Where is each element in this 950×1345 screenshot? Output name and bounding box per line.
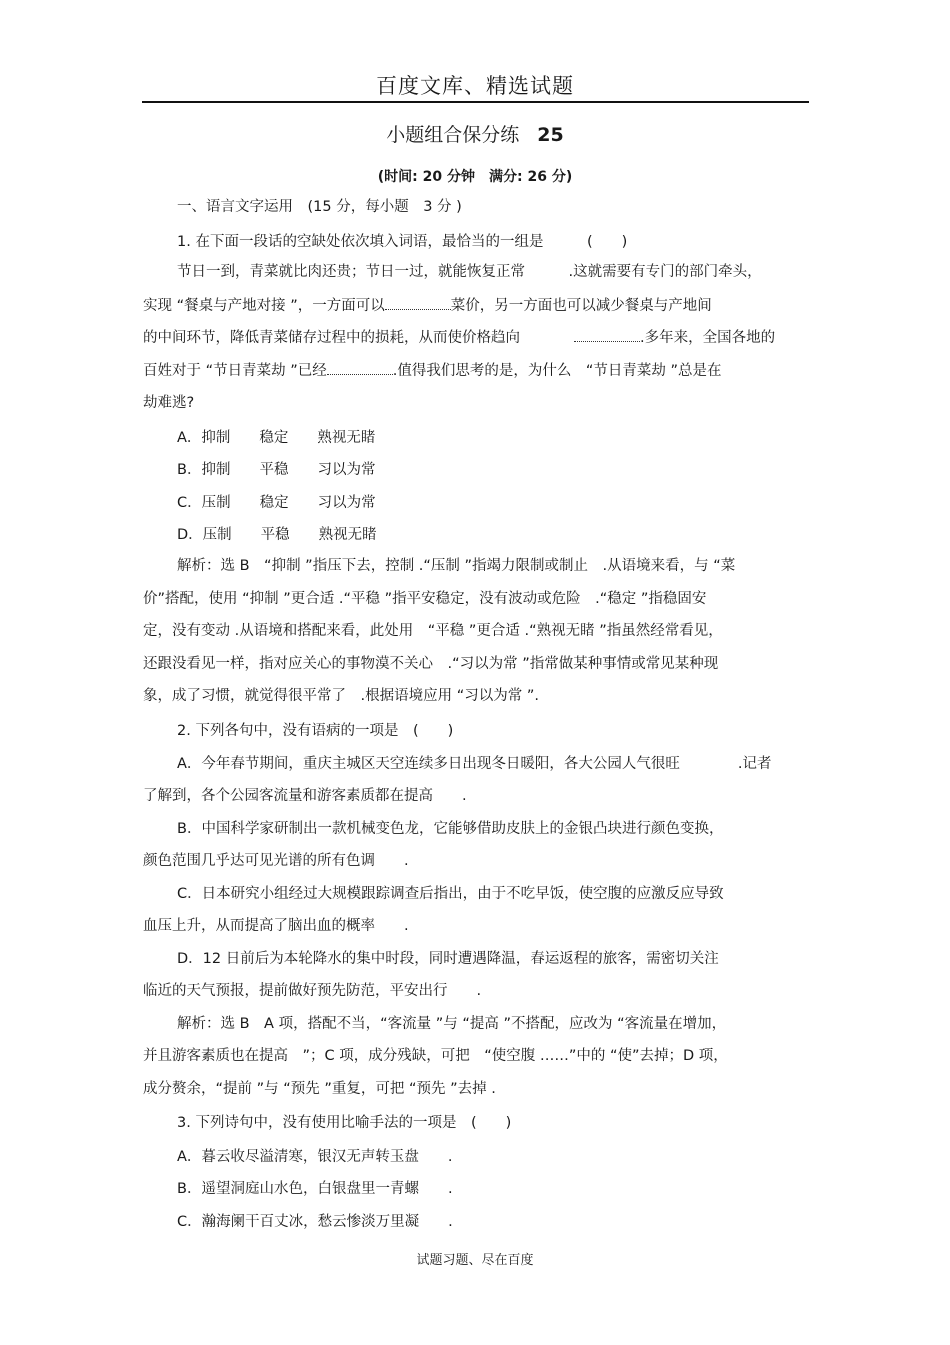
q2-option-b: B．中国科学家研制出一款机械变色龙，它能够借助皮肤上的金银凸块进行颜色变换，: [177, 821, 724, 837]
q2-analysis-line: 解析：选 B A 项，搭配不当，“客流量 ”与 “提高 ”不搭配，应改为 “客流量在增加，: [177, 1016, 727, 1032]
q2-analysis-line: 并且游客素质也在提高 ”；C 项，成分残缺，可把 “使空腹 ……”中的 “使”去掉；D 项，: [143, 1048, 728, 1064]
q2-option-d-cont: 临近的天气预报，提前做好预先防范，平安出行 .: [143, 983, 482, 999]
section-heading: 一、语言文字运用 (15 分，每小题 3 分 ): [177, 199, 462, 215]
header-divider: [142, 101, 809, 103]
q2-option-b-cont: 颜色范围几乎达可见光谱的所有色调 .: [143, 853, 409, 869]
q1-option-a: A．抑制 稳定 熟视无睹: [177, 430, 376, 446]
q2-option-a-cont: 了解到，各个公园客流量和游客素质都在提高 .: [143, 788, 467, 804]
q1-option-b: B．抑制 平稳 习以为常: [177, 462, 376, 478]
q1-passage-line: 百姓对于 “节日青菜劫 ”已经 .值得我们思考的是，为什么 “节日青菜劫 ”总是在: [143, 360, 722, 381]
q2-analysis-line: 成分赘余，“提前 ”与 “预先 ”重复，可把 “预先 ”去掉 .: [143, 1081, 496, 1097]
answer-blank: [327, 360, 393, 375]
q1-analysis-line: 还跟没看见一样，指对应关心的事物漠不关心 .“习以为常 ”指常做某种事情或常见某种现: [143, 656, 719, 672]
q2-option-c-cont: 血压上升，从而提高了脑出血的概率 .: [143, 918, 409, 934]
q1-stem: 1. 在下面一段话的空缺处依次填入词语，最恰当的一组是 ( ): [177, 234, 628, 250]
q2-option-d: D．12 日前后为本轮降水的集中时段，同时遭遇降温，春运返程的旅客，需密切关注: [177, 951, 719, 967]
q1-passage-line: 的中间环节，降低青菜储存过程中的损耗，从而使价格趋向 .多年来，全国各地的: [143, 327, 775, 348]
document-title: [0, 120, 950, 147]
q1-analysis-line: 价”搭配，使用 “抑制 ”更合适 .“平稳 ”指平安稳定，没有波动或危险 .“稳定 ”指稳固安: [143, 591, 707, 607]
q2-stem: 2. 下列各句中，没有语病的一项是 ( ): [177, 723, 454, 739]
page-footer: 试题习题、尽在百度: [416, 1253, 534, 1268]
answer-blank: [574, 327, 640, 342]
q1-passage-line: 节日一到，青菜就比肉还贵；节日一过，就能恢复正常 .这就需要有专门的部门牵头，: [177, 264, 762, 280]
page-header: 百度文库、精选试题: [376, 74, 574, 98]
q1-option-c: C．压制 稳定 习以为常: [177, 495, 376, 511]
answer-blank: [385, 295, 451, 310]
q1-analysis-line: 解析：选 B “抑制 ”指压下去，控制 .“压制 ”指竭力限制或制止 .从语境来看，与 “菜: [177, 558, 736, 574]
q1-analysis-line: 象，成了习惯，就觉得很平常了 .根据语境应用 “习以为常 ”.: [143, 688, 539, 704]
q1-passage-line: 实现 “餐桌与产地对接 ”，一方面可以 菜价，另一方面也可以减少餐桌与产地间: [143, 295, 712, 316]
q2-option-a: A．今年春节期间，重庆主城区天空连续多日出现冬日暖阳，各大公园人气很旺 .记者: [177, 756, 772, 772]
q3-option-a: A．暮云收尽溢清寒，银汉无声转玉盘 .: [177, 1149, 453, 1165]
title-text: 小题组合保分练: [386, 124, 520, 146]
title-number: 25: [537, 124, 564, 146]
q1-analysis-line: 定，没有变动 .从语境和搭配来看，此处用 “平稳 ”更合适 .“熟视无睹 ”指虽然经常看见，: [143, 623, 723, 639]
q3-stem: 3. 下列诗句中，没有使用比喻手法的一项是 ( ): [177, 1115, 512, 1131]
time-score-info: (时间: 20 分钟 满分: 26 分): [377, 169, 573, 185]
q2-option-c: C．日本研究小组经过大规模跟踪调查后指出，由于不吃早饭，使空腹的应激反应导致: [177, 886, 724, 902]
q1-option-d: D．压制 平稳 熟视无睹: [177, 527, 377, 543]
q3-option-b: B．遥望洞庭山水色，白银盘里一青螺 .: [177, 1181, 453, 1197]
q1-passage-line: 劫难逃?: [143, 395, 195, 411]
q3-option-c: C．瀚海阑干百丈冰，愁云惨淡万里凝 .: [177, 1214, 453, 1230]
